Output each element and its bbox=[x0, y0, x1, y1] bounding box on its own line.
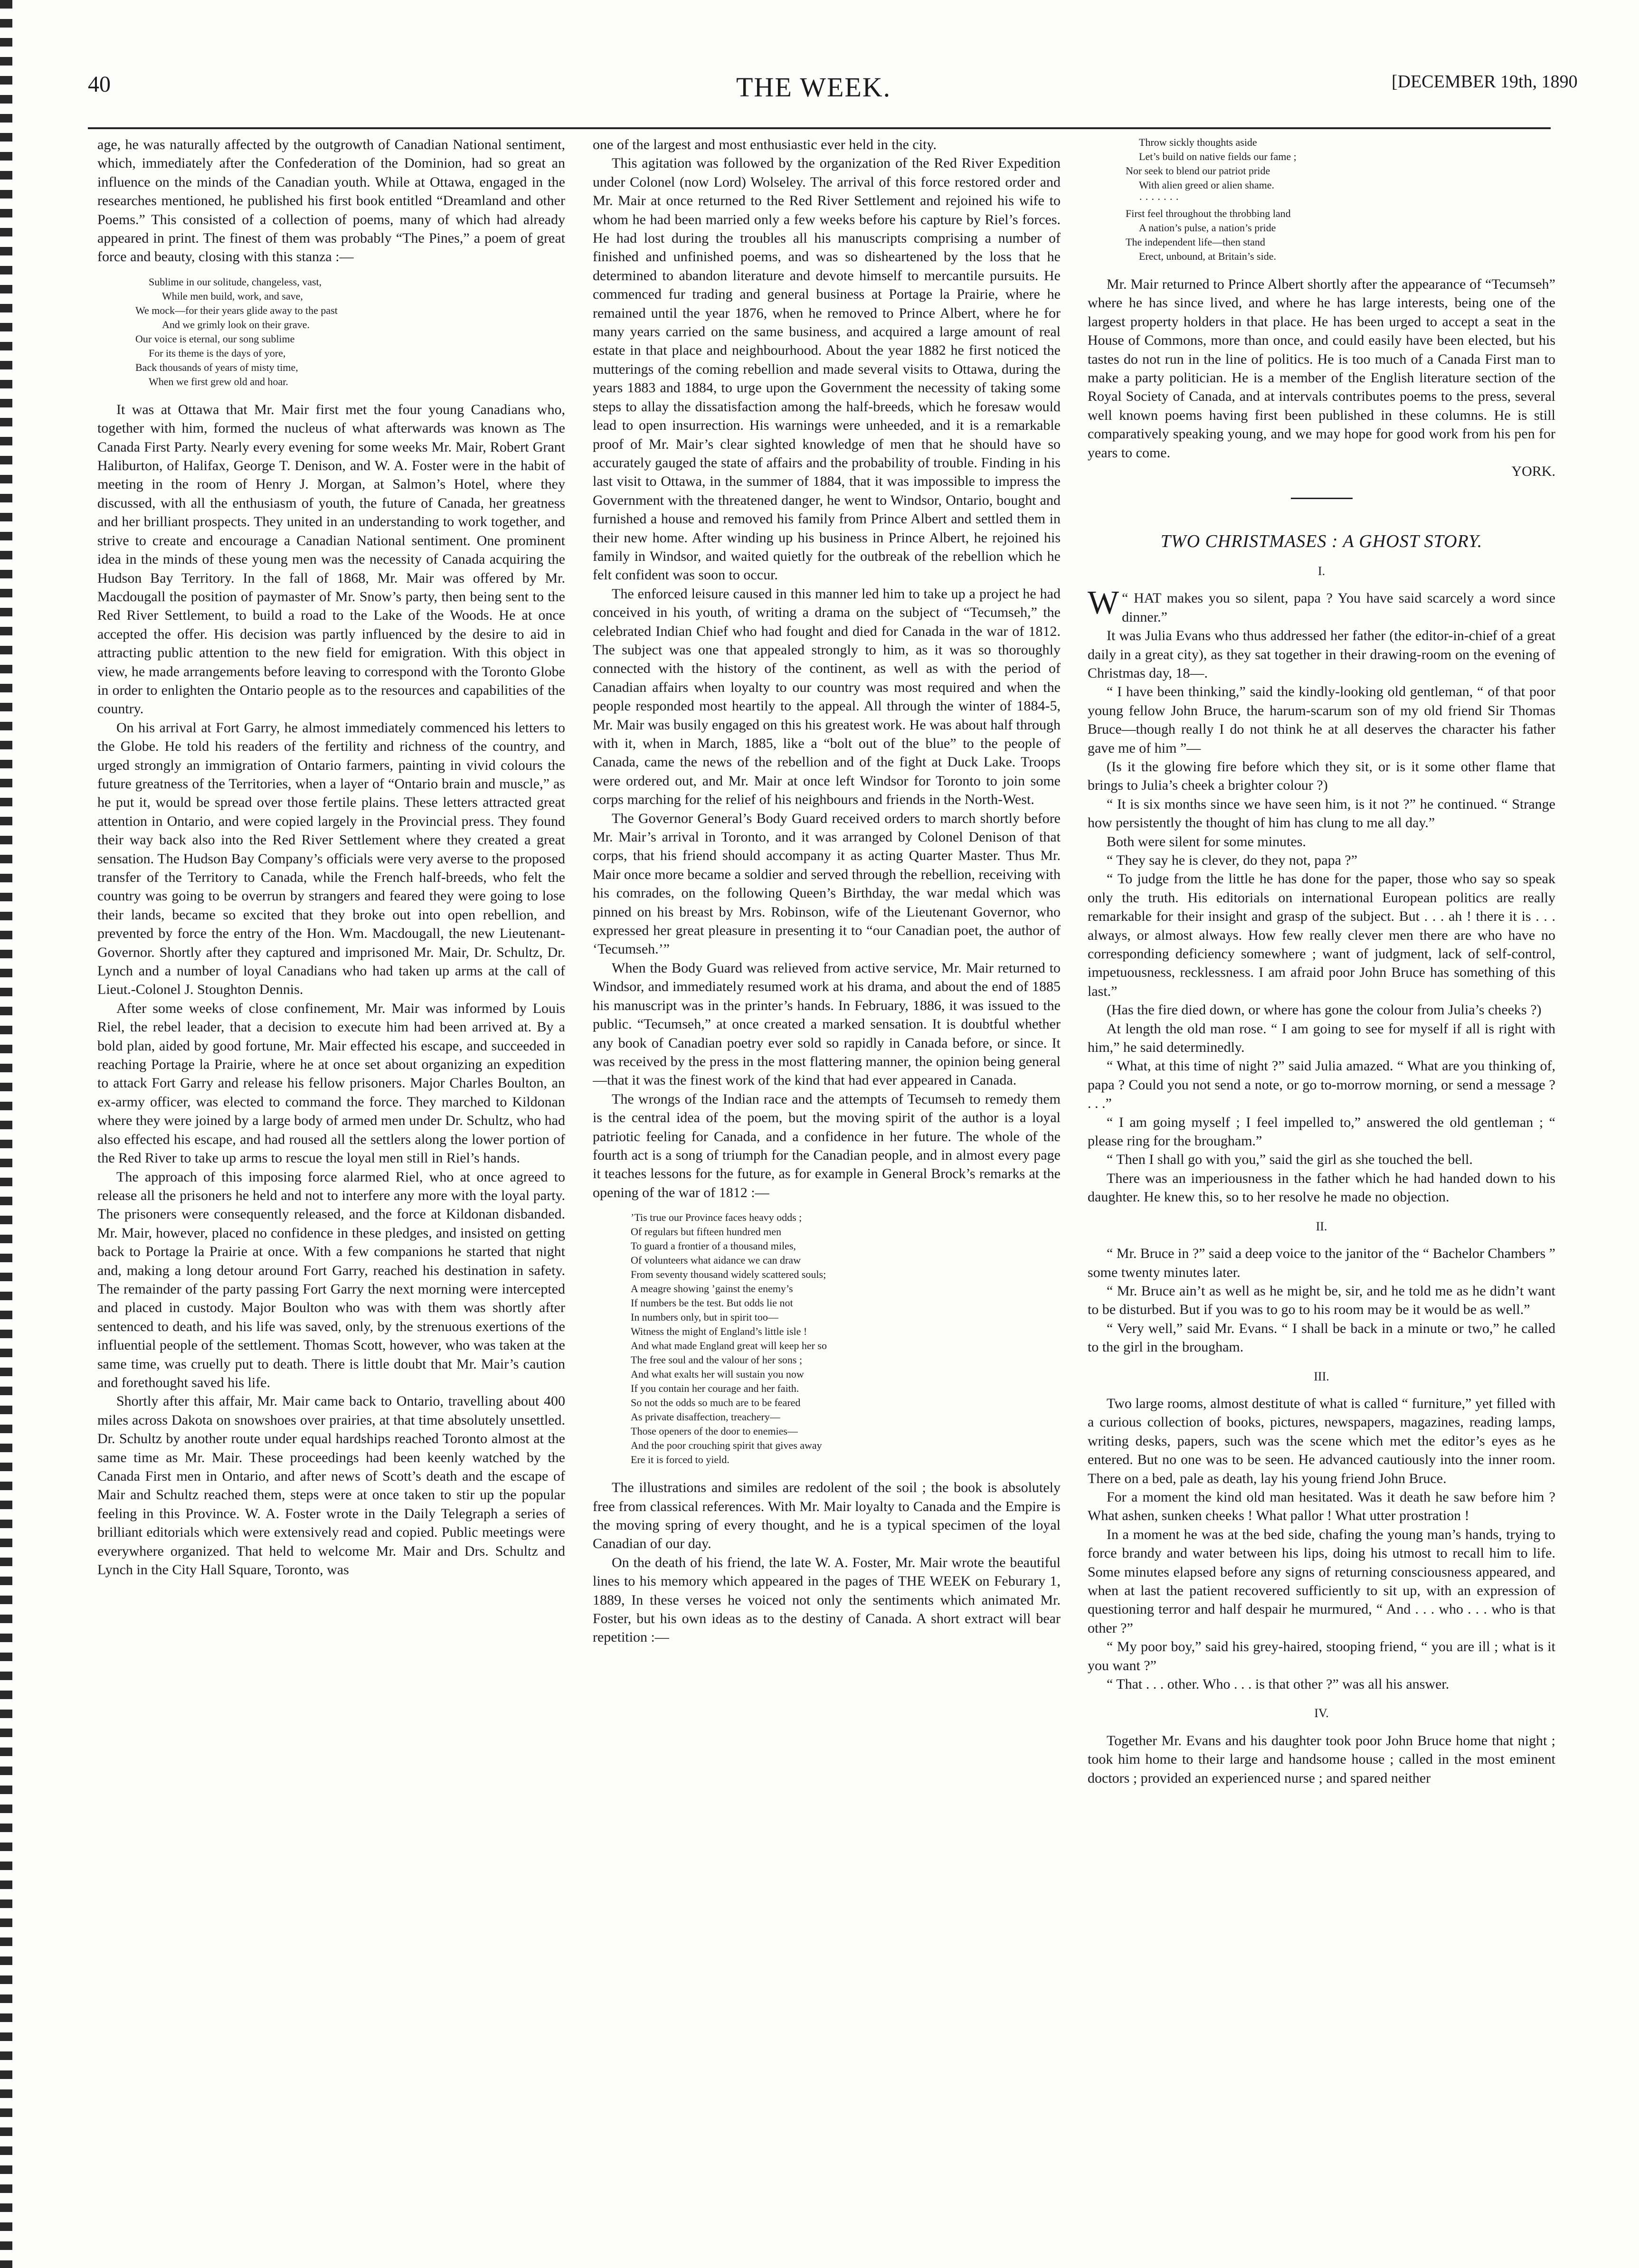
verse-line: While men build, work, and save, bbox=[162, 290, 303, 302]
section-number: II. bbox=[1316, 1219, 1327, 1233]
paragraph: The wrongs of the Indian race and the attempts of Tecumseh to remedy them is the central idea of the poem, but the moving spirit of the author is a loyal patriotic feeling for Canada, and a confidence in her future. The whole of the fourth act is a song of triumph for the Canadian people, and in almost every page it teaches lessons for the future, as for example in General Brock’s remarks at the opening of the war of 1812 :— bbox=[593, 1091, 1061, 1200]
paragraph: Together Mr. Evans and his daughter took poor John Bruce home that night ; took him home to their large and handsome house ; called in the most eminent doctors ; provided an experienced nurse ; and spared neither bbox=[1088, 1732, 1555, 1786]
masthead-title: THE WEEK. bbox=[736, 72, 891, 103]
verse-line: So not the odds so much are to be feared bbox=[631, 1397, 801, 1409]
paragraph: “ I am going myself ; I feel impelled to,” answered the old gentleman ; “ please ring for the brougham.” bbox=[1088, 1114, 1555, 1149]
verse-line: Sublime in our solitude, changeless, vast, bbox=[149, 275, 322, 288]
verse-line: Nor seek to blend our patriot pride bbox=[1126, 165, 1270, 177]
paragraph: When the Body Guard was relieved from active service, Mr. Mair returned to Windsor, and immediately resumed work at his drama, and about the end of 1885 his manuscript was in the printer’s hands. In February, 1886, it was issued to the public. “Tecumseh,” at once created a marked sensation. It is doubtful whether any book of Canadian poetry ever sold so rapidly in Canada before, or since. It was received by the press in the most flattering manner, the opinion being general—that it was the finest work of the kind that had ever appeared in Canada. bbox=[593, 960, 1061, 1088]
paragraph: On the death of his friend, the late W. A. Foster, Mr. Mair wrote the beautiful lines to his memory which appeared in the pages of THE WEEK on Feburary 1, 1889, In these verses he voiced not only the sentiments which animated Mr. Foster, but his own ideas as to the destiny of Canada. A short extract will bear repetition :— bbox=[593, 1554, 1061, 1645]
verse-line: The free soul and the valour of her sons ; bbox=[631, 1354, 803, 1366]
drop-cap: W bbox=[1088, 585, 1119, 622]
paragraph: “ To judge from the little he has done for the paper, those who say so speak only the truth. His editorials on international European politics are really remarkable for their insight and grasp of the subject. But . . . ah ! there it is . . . always, or almost always. How few really clever men there are who have no corresponding deficiency somewhere ; want of judgment, lack of self-control, impetuousness, recklessness. I am afraid poor John Bruce has something of this last.” bbox=[1088, 871, 1555, 999]
paragraph: It was at Ottawa that Mr. Mair first met the four young Canadians who, together with him, formed the nucleus of what afterwards was known as The Canada First Party. Nearly every evening for some weeks Mr. Mair, Robert Grant Haliburton, of Halifax, George T. Denison, and W. A. Foster were in the habit of meeting in the room of Henry J. Morgan, at Salmon’s Hotel, where they discussed, with all the enthusiasm of youth, the future of Canada, her greatness and her brilliant prospects. They united in an understanding to work together, and strive to create and encourage a Canadian National sentiment. One prominent idea in the minds of these young men was the necessity of Canada acquiring the Hudson Bay Territory. In the fall of 1868, Mr. Mair was offered by Mr. Macdougall the position of paymaster of Mr. Snow’s party, then being sent to the Red River Settlement, to build a road to the Lake of the Woods. He at once accepted the offer. His decision was partly influenced by the desire to aid in attracting public attention to the new field for emigration. With this object in view, he made arrangements before leaving to correspond with the Toronto Globe in order to enlighten the Ontario people as to the resources and capabilities of the country. bbox=[97, 401, 565, 717]
page-number: 40 bbox=[88, 72, 111, 97]
paragraph: The illustrations and similes are redolent of the soil ; the book is absolutely free from classical references. With Mr. Mair loyalty to Canada and the Empire is the moving spring of every thought, and he is a typical specimen of the loyal Canadian of our day. bbox=[593, 1480, 1061, 1552]
paragraph: The Governor General’s Body Guard received orders to march shortly before Mr. Mair’s arrival in Toronto, and it was arranged by Colonel Denison of that corps, that his friend should accompany it as acting Quarter Master. Thus Mr. Mair once more became a soldier and served through the rebellion, receiving with his comrades, on the following Queen’s Birthday, the war medal which was pinned on his breast by Mrs. Robinson, wife of the Lieutenant Governor, who expressed her great pleasure in presenting it to “our Canadian poet, the author of ‘Tecumseh.’” bbox=[593, 810, 1061, 957]
paragraph: “ Mr. Bruce in ?” said a deep voice to the janitor of the “ Bachelor Chambers ” some twenty minutes later. bbox=[1088, 1246, 1555, 1280]
verse-line: With alien greed or alien shame. bbox=[1139, 179, 1275, 191]
verse-line: In numbers only, but in spirit too— bbox=[631, 1311, 778, 1323]
verse-line: And what exalts her will sustain you now bbox=[631, 1368, 804, 1380]
paragraph: “ Very well,” said Mr. Evans. “ I shall be back in a minute or two,” he called to the girl in the brougham. bbox=[1088, 1320, 1555, 1355]
section-rule bbox=[1291, 498, 1353, 499]
paragraph: Two large rooms, almost destitute of what is called “ furniture,” yet filled with a curious collection of books, pictures, newspapers, magazines, reading lamps, writing desks, papers, such was the scene which met the editor’s eyes as he entered. But no one was to be seen. He advanced cautiously into the inner room. There on a bed, pale as death, lay his young friend John Bruce. bbox=[1088, 1395, 1555, 1486]
verse-line: Witness the might of England’s little isle ! bbox=[631, 1325, 807, 1338]
verse-line: Our voice is eternal, our song sublime bbox=[135, 332, 295, 345]
verse-line: A nation’s pulse, a nation’s pride bbox=[1139, 222, 1276, 234]
paragraph: “ I have been thinking,” said the kindly-looking old gentleman, “ of that poor young fellow John Bruce, the harum-scarum son of my old friend Sir Thomas Bruce—though really I do not think he at all deserves the character his father gave me of him ”— bbox=[1088, 684, 1555, 756]
section-number: I. bbox=[1317, 564, 1326, 578]
poem-foster-extract bbox=[1126, 135, 1555, 264]
verse-line: A meagre showing ’gainst the enemy’s bbox=[631, 1283, 793, 1295]
verse-line: To guard a frontier of a thousand miles, bbox=[631, 1240, 796, 1252]
section-number: IV. bbox=[1314, 1706, 1329, 1720]
paragraph: “ Then I shall go with you,” said the girl as she touched the bell. bbox=[1107, 1152, 1473, 1168]
author-signature: YORK. bbox=[1511, 463, 1555, 480]
paragraph: Both were silent for some minutes. bbox=[1107, 833, 1306, 850]
verse-line: If you contain her courage and her faith. bbox=[631, 1382, 799, 1395]
verse-line: And we grimly look on their grave. bbox=[162, 318, 310, 331]
verse-line: Those openers of the door to enemies— bbox=[631, 1425, 798, 1437]
paragraph: In a moment he was at the bed side, chafing the young man’s hands, trying to force brandy and water between his lips, doing his utmost to recall him to life. Some minutes elapsed before any signs of returning consciousness appeared, and when at last the patient recovered sufficiently to sit up, with an expression of questioning terror and half despair he murmured, “ And . . . who . . . who is that other ?” bbox=[1088, 1526, 1555, 1636]
paragraph: At length the old man rose. “ I am going to see for myself if all is right with him,” he said determinedly. bbox=[1088, 1021, 1555, 1056]
paragraph: “ It is six months since we have seen him, is it not ?” he continued. “ Strange how persistently the thought of him has clung to me all day.” bbox=[1088, 796, 1555, 831]
verse-line: Let’s build on native fields our fame ; bbox=[1139, 151, 1297, 162]
header-rule bbox=[88, 127, 1551, 129]
verse-line: We mock—for their years glide away to the past bbox=[135, 304, 338, 316]
binding-edge bbox=[0, 0, 12, 2268]
paragraph: one of the largest and most enthusiastic ever held in the city. bbox=[593, 137, 937, 152]
verse-line: First feel throughout the throbbing land bbox=[1126, 208, 1291, 219]
column-2 bbox=[593, 135, 1061, 2251]
page-header bbox=[0, 71, 1639, 128]
paragraph: Mr. Mair returned to Prince Albert shortly after the appearance of “Tecumseh” where he has since lived, and where he has large interests, being one of the largest property holders in that place. He has been urged to accept a seat in the House of Commons, more than once, and could easily have been elected, but his tastes do not run in the line of politics. He is too much of a Canada First man to make a party politician. He is a member of the English literature section of the Royal Society of Canada, and at intervals contributes poems to the press, several well known poems having first been published in these columns. He is still comparatively speaking young, and we may hope for good work from his pen for years to come. bbox=[1088, 276, 1555, 461]
verse-line: And the poor crouching spirit that gives away bbox=[631, 1439, 822, 1452]
verse-line: Back thousands of years of misty time, bbox=[135, 361, 298, 373]
verse-line: Throw sickly thoughts aside bbox=[1139, 136, 1257, 148]
verse-line: If numbers be the test. But odds lie not bbox=[631, 1297, 793, 1309]
paragraph: “ They say he is clever, do they not, papa ?” bbox=[1107, 852, 1358, 868]
paragraph: Shortly after this affair, Mr. Mair came back to Ontario, travelling about 400 miles across Dakota on snowshoes over prairies, at that time absolutely unsettled. Dr. Schultz by another route under equal hardships reached Toronto almost at the same time as Mr. Mair. These proceedings had been keenly watched by the Canada First men in Ontario, and after news of Scott’s death and the escape of Mair and Schultz reached them, steps were at once taken to stir up the popular feeling in this Province. W. A. Foster wrote in the Daily Telegraph a series of brilliant editorials which were extensively read and copied. Public meetings were everywhere organized. That held to welcome Mr. Mair and Drs. Schultz and Lynch in the City Hall Square, Toronto, was bbox=[97, 1393, 565, 1578]
verse-line: The independent life—then stand bbox=[1126, 236, 1265, 248]
story-opening-text: “ HAT makes you so silent, papa ? You have said scarcely a word since dinner.” bbox=[1122, 590, 1555, 625]
paragraph: It was Julia Evans who thus addressed her father (the editor-in-chief of a great daily in a great city), as they sat together in their drawing-room on the evening of Christmas day, 18—. bbox=[1088, 628, 1555, 681]
paragraph: “ My poor boy,” said his grey-haired, stooping friend, “ you are ill ; what is it you want ?” bbox=[1088, 1639, 1555, 1673]
verse-line: Of volunteers what aidance we can draw bbox=[631, 1254, 801, 1266]
paragraph: “ Mr. Bruce ain’t as well as he might be, sir, and he told me as he didn’t want to be disturbed. But if you was to go to his room may be it would be as well.” bbox=[1088, 1283, 1555, 1318]
paragraph: (Has the fire died down, or where has gone the colour from Julia’s cheeks ?) bbox=[1107, 1002, 1542, 1018]
column-1 bbox=[97, 135, 565, 2251]
column-3 bbox=[1088, 135, 1555, 2251]
section-number: III. bbox=[1314, 1369, 1329, 1383]
verse-line: Erect, unbound, at Britain’s side. bbox=[1139, 250, 1276, 262]
story-title: TWO CHRISTMASES : A GHOST STORY. bbox=[1160, 531, 1483, 552]
verse-ellipsis: · · · · · · · bbox=[1139, 193, 1179, 205]
story-opening bbox=[1088, 585, 1555, 626]
verse-line: For its theme is the days of yore, bbox=[149, 347, 286, 359]
paragraph: There was an imperiousness in the father which he had handed down to his daughter. He knew this, so to her resolve he made no objection. bbox=[1088, 1170, 1555, 1205]
verse-line: Of regulars but fifteen hundred men bbox=[631, 1226, 782, 1238]
verse-line: When we first grew old and hoar. bbox=[149, 375, 288, 387]
paragraph: For a moment the kind old man hesitated. Was it death he saw before him ? What ashen, sunken cheeks ! What pallor ! What utter prostration ! bbox=[1088, 1489, 1555, 1524]
verse-line: Ere it is forced to yield. bbox=[631, 1454, 729, 1466]
paragraph: age, he was naturally affected by the outgrowth of Canadian National sentiment, which, immediately after the Confederation of the Dominion, had so great an influence on the minds of the Canadian youth. While at Ottawa, engaged in the researches mentioned, he published his first book entitled “Dreamland and other Poems.” This consisted of a collection of poems, many of which had already appeared in print. The finest of them was probably “The Pines,” a poem of great force and beauty, closing with this stanza :— bbox=[97, 137, 565, 265]
poem-the-pines bbox=[135, 275, 565, 389]
paragraph: (Is it the glowing fire before which they sit, or is it some other flame that brings to Julia’s cheek a brighter colour ?) bbox=[1088, 758, 1555, 794]
paragraph: The approach of this imposing force alarmed Riel, who at once agreed to release all the prisoners he held and not to interfere any more with the loyal party. The prisoners were consequently released, and the force at Kildonan disbanded. Mr. Mair, however, placed no confidence in these pledges, and insisted on getting back to Portage la Prairie at once. With a few companions he started that night and, making a long detour around Fort Garry, reached his destination in safety. The remainder of the party passing Fort Garry the next morning were intercepted and placed in custody. Major Boulton who was with them was shortly after sentenced to death, and his life was saved, only, by the strenuous exertions of the influential people of the settlement. Thomas Scott, however, who was taken at the same time, was cruelly put to death. There is little doubt that Mr. Mair’s caution and forethought saved his life. bbox=[97, 1169, 565, 1390]
verse-line: ’Tis true our Province faces heavy odds ; bbox=[631, 1211, 802, 1224]
poem-tecumseh-extract bbox=[631, 1210, 1061, 1467]
verse-line: As private disaffection, treachery— bbox=[631, 1411, 780, 1423]
paragraph: On his arrival at Fort Garry, he almost immediately commenced his letters to the Globe. He told his readers of the fertility and richness of the country, and urged strongly an immigration of Ontario farmers, painting in vivid colours the future greatness of the Territories, when a layer of “Ontario brain and muscle,” as he put it, would be spread over those fertile plains. These letters attracted great attention in Ontario, and were copied largely in the Provincial press. They found their way back also into the Red River Settlement where they created a great sensation. The Hudson Bay Company’s officials were very averse to the proposed transfer of the Territory to Canada, while the French half-breeds, who felt the country was going to be overrun by strangers and feared they were going to lose their lands, became so excited that they broke out into open rebellion, and prevented by force the entry of the Hon. Wm. Macdougall, the new Lieutenant-Governor. Shortly after they captured and imprisoned Mr. Mair, Dr. Schultz, Dr. Lynch and a number of loyal Canadians who had taken up arms at the call of Lieut.-Colonel J. Stoughton Dennis. bbox=[97, 719, 565, 998]
verse-line: And what made England great will keep her so bbox=[631, 1340, 827, 1352]
issue-date: [DECEMBER 19th, 1890 bbox=[1392, 72, 1578, 92]
paragraph: The enforced leisure caused in this manner led him to take up a project he had conceived in his youth, of writing a drama on the subject of “Tecumseh,” the celebrated Indian Chief who had fought and died for Canada in the war of 1812. The subject was one that appealed strongly to him, as it was so thoroughly connected with the history of the continent, as well as with the period of Canadian affairs when loyalty to our country was most required and when the people responded most heartily to the appeal. All through the winter of 1884-5, Mr. Mair was busily engaged on this his greatest work. He was about half through with it, when in March, 1885, like a “bolt out of the blue” to the people of Canada, came the news of the rebellion and of the fight at Duck Lake. Troops were ordered out, and Mr. Mair at once left Windsor for Toronto to join some corps marching for the relief of his neighbours and friends in the North-West. bbox=[593, 586, 1061, 808]
paragraph: “ That . . . other. Who . . . is that other ?” was all his answer. bbox=[1107, 1676, 1450, 1692]
paragraph: After some weeks of close confinement, Mr. Mair was informed by Louis Riel, the rebel leader, that a decision to execute him had been arrived at. By a bold plan, aided by good fortune, Mr. Mair effected his escape, and succeeded in reaching Portage la Prairie, where he at once set about organizing an expedition to attack Fort Garry and release his fellow prisoners. Major Charles Boulton, an ex-army officer, was elected to command the force. They marched to Kildonan where they were joined by a large body of armed men under Dr. Schultz, who had also effected his escape, and had roused all the settlers along the lower portion of the Red River to take up arms to rescue the loyal men still in Riel’s hands. bbox=[97, 1000, 565, 1166]
paragraph: This agitation was followed by the organization of the Red River Expedition under Colonel (now Lord) Wolseley. The arrival of this force restored order and Mr. Mair at once returned to the Red River Settlement and rejoined his wife to whom he had been married only a few weeks before his capture by Riel’s forces. He had lost during the troubles all his manuscripts comprising a number of finished and unfinished poems, and was so disheartened by the loss that he determined to abandon literature and devote himself to mercantile pursuits. He commenced fur trading and general business at Portage la Prairie, where he remained until the year 1876, when he removed to Prince Albert, where he for many years carried on the same business, and acquired a large amount of real estate in that place and neighbourhood. About the year 1882 he first noticed the mutterings of the coming rebellion and made several visits to Ottawa, during the years 1883 and 1884, to urge upon the Government the necessity of taking some steps to allay the dissatisfaction among the half-breeds, which he foresaw would lead to open insurrection. His warnings were unheeded, and it is a remarkable proof of Mr. Mair’s clear sighted knowledge of men that he should have so accurately gauged the state of affairs and the probability of trouble. Finding in his last visit to Ottawa, in the summer of 1884, that it was impossible to impress the Government with the threatened danger, he went to Windsor, Ontario, bought and furnished a house and removed his family from Prince Albert and settled them in their new home. After winding up his business in Prince Albert, he rejoined his family in Windsor, and waited quietly for the outbreak of the rebellion which he felt confident was soon to occur. bbox=[593, 155, 1061, 583]
verse-line: From seventy thousand widely scattered souls; bbox=[631, 1268, 826, 1281]
paragraph: “ What, at this time of night ?” said Julia amazed. “ What are you thinking of, papa ? Could you not send a note, or go to-morrow morning, or send a message ? . . .” bbox=[1088, 1058, 1555, 1112]
